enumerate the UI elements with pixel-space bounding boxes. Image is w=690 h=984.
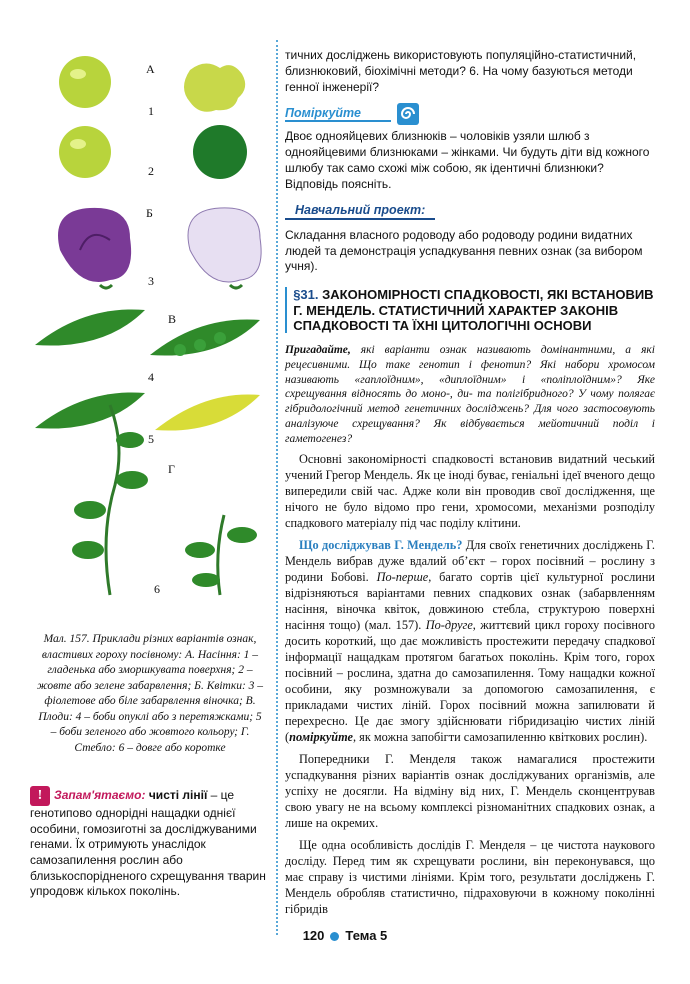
leaf [72, 541, 104, 559]
constricted-pod [150, 319, 260, 355]
recall-block [285, 343, 655, 446]
short-stem [218, 515, 224, 595]
wrinkled-yellow-seed [184, 63, 245, 111]
recall-text: які варіанти ознак називають домінантними, а які рецесивними. Що таке генотип і фенотип? Які набори хромосом називають «гаплоїдним», «диплоїдним» і «поліплоїдним»? Яке схрещування відносять до моно-, ди- та полігібридного? У чому полягає гібридологічний метод генетичних досліджень? Для чого застосовують аналізуюче схрещування? Як відбувається мейотичний поділ і гаметогенез? [285, 344, 655, 445]
paragraph-2: Що досліджував Г. Мендель? Для своїх генетичних досліджень Г. Мендель вибрав дуже вдалий об’єкт – горох посівний – рослину з родини Бобові. По-перше, багато сортів цієї культурної рослини відрізняються варіантами певних спадкових ознак (забарвленням насіння, віночка квіток, довжиною стебла, структурою поверхні насіння тощо) (мал. 157). По-друге, життєвий цикл гороху посівного досить короткий, що дає можливість простежити передачу спадкової інформації нащадкам протягом багатьох поколінь. Крім того, горох посівний – рослина, здатна до самозапилення. Тому нащадки кожної особини, яку розмножували за допомогою самозапилення, є прикладами чистих ліній. Горох посівний можна запилювати й перехресно. Це дає змогу здійснювати гібридизацію чистих ліній (поміркуйте, як можна запобігти самозапиленню квіткових рослин). [285, 538, 655, 745]
paragraph-3: Попередники Г. Менделя також намагалися простежити успадкування різних варіантів ознак досліджуваних організмів, але успіху не досягли. На відміну від них, Г. Мендель сконцентрував свою увагу не на всьому комплексі різноманітних спадкових ознак, а лише на окремих. [285, 752, 655, 830]
spiral-icon [397, 103, 419, 125]
figure-157 [30, 40, 270, 612]
green-pod [35, 392, 145, 428]
figure-caption: Мал. 157. Приклади різних варіантів ознак, властивих гороху посівному: А. Насіння: 1 – гладенька або зморшкувата поверхня; 2 – жовте або зелене забарвлення; Б. Квітки: 3 – фіолетове або біле забарвлення віночка; В. Плоди: 4 – боби опуклі або з перетяжками; 5 – боби зеленого або жовтого кольору; Г. Стебло: 6 – довге або коротке [36, 633, 264, 754]
left-column [30, 40, 270, 900]
label-b: Б [146, 206, 153, 220]
pod-bump [174, 344, 186, 356]
leaf [116, 471, 148, 489]
flower-stem [230, 285, 242, 288]
think-title: Поміркуйте [285, 106, 391, 122]
paragraph-1: Основні закономірності спадковості встановив видатний чеський учений Грегор Мендель. Як це іноді буває, геніальні ідеї вченого дещо випередили свій час. Адже коли він проводив свої дослідження, ще нічого не було відомо про гени, хромосоми, механізми розподілу спадкового матеріалу під час поділу клітини. [285, 452, 655, 531]
recall-lead: Пригадайте, [285, 344, 351, 357]
project-text: Складання власного родоводу або родоводу родини видатних людей та демонстрація успадкування певних ознак (за вибором учня). [285, 227, 643, 274]
green-seed [193, 125, 247, 179]
leaf [74, 501, 106, 519]
long-stem [106, 405, 119, 595]
pod-bump [194, 339, 206, 351]
question-heading: Що досліджував Г. Мендель? [299, 538, 463, 553]
label-a: А [146, 62, 155, 76]
label-6: 6 [154, 582, 160, 596]
leaf [116, 432, 144, 448]
yellow-pod [155, 394, 260, 430]
flower-stem [100, 285, 112, 288]
section-number: §31. [293, 287, 319, 303]
exclamation-icon: ! [30, 786, 50, 806]
label-1: 1 [148, 104, 154, 118]
top-text: тичних досліджень використовують популяційно-статистичний, близнюковий, біохімічні методи? 6. На чому базуються методи генної інженерії? [285, 48, 637, 94]
footer-dot-icon [330, 932, 339, 941]
think-header [285, 103, 655, 125]
section-heading [285, 287, 655, 333]
purple-flower [58, 208, 131, 282]
label-v: В [168, 312, 177, 326]
right-column [285, 48, 655, 918]
seed-highlight [70, 69, 86, 79]
label-5: 5 [148, 432, 154, 446]
smooth-yellow-seed [59, 56, 111, 108]
remember-box [30, 786, 270, 900]
page-footer [0, 928, 690, 943]
section-bar [285, 287, 287, 333]
seed-highlight [70, 139, 86, 149]
section-title: ЗАКОНОМІРНОСТІ СПАДКОВОСТІ, ЯКІ ВСТАНОВИВ Г. МЕНДЕЛЬ. СТАТИСТИЧНИЙ ХАРАКТЕР ЗАКОНІВ СПАДКОВОСТІ ТА ЇХНІ ЦИТОЛОГІЧНІ ОСНОВИ [293, 287, 654, 333]
leaf [185, 542, 215, 558]
paragraph-4: Ще одна особливість дослідів Г. Менделя – це чистота наукового досліду. Перед тим як схрещувати рослини, він переконувався, що має справу із чистими лініями. Крім того, результати досліджень Г. Мендель обробляв статистично, підраховуючи в кожному поколінні гібридів [285, 837, 655, 916]
label-2: 2 [148, 164, 154, 178]
label-3: 3 [148, 274, 154, 288]
label-g: Г [168, 462, 175, 476]
yellow-seed [59, 126, 111, 178]
column-divider [276, 40, 278, 935]
pea-variants-illustration [30, 40, 270, 612]
remember-term: чисті лінії [148, 788, 208, 803]
remember-heading: Запам'ятаємо: [54, 788, 146, 803]
project-title: Навчальний проект: [285, 203, 435, 220]
label-4: 4 [148, 370, 154, 384]
leaf [192, 573, 220, 587]
page-number: 120 [302, 928, 325, 943]
leaf [227, 527, 257, 543]
pod-bump [214, 332, 226, 344]
remember-text: – це генотипово однорідні нащадки однієї особини, гомозиготні за досліджуваними генами. Їх отримують унаслідок самозапилення рослин або близькоспорідненого схрещування тварин упродовж кількох поколінь. [30, 788, 266, 899]
think-text: Двоє однояйцевих близнюків – чоловіків узяли шлюб з однояйцевими близнюками – жінками. Чи будуть діти від кожного шлюбу так само схожі між собою, як ідентичні близнюки? Відповідь поясніть. [285, 129, 650, 191]
topic-label: Тема 5 [345, 928, 388, 943]
white-flower [188, 208, 261, 282]
inflated-pod [35, 309, 145, 345]
